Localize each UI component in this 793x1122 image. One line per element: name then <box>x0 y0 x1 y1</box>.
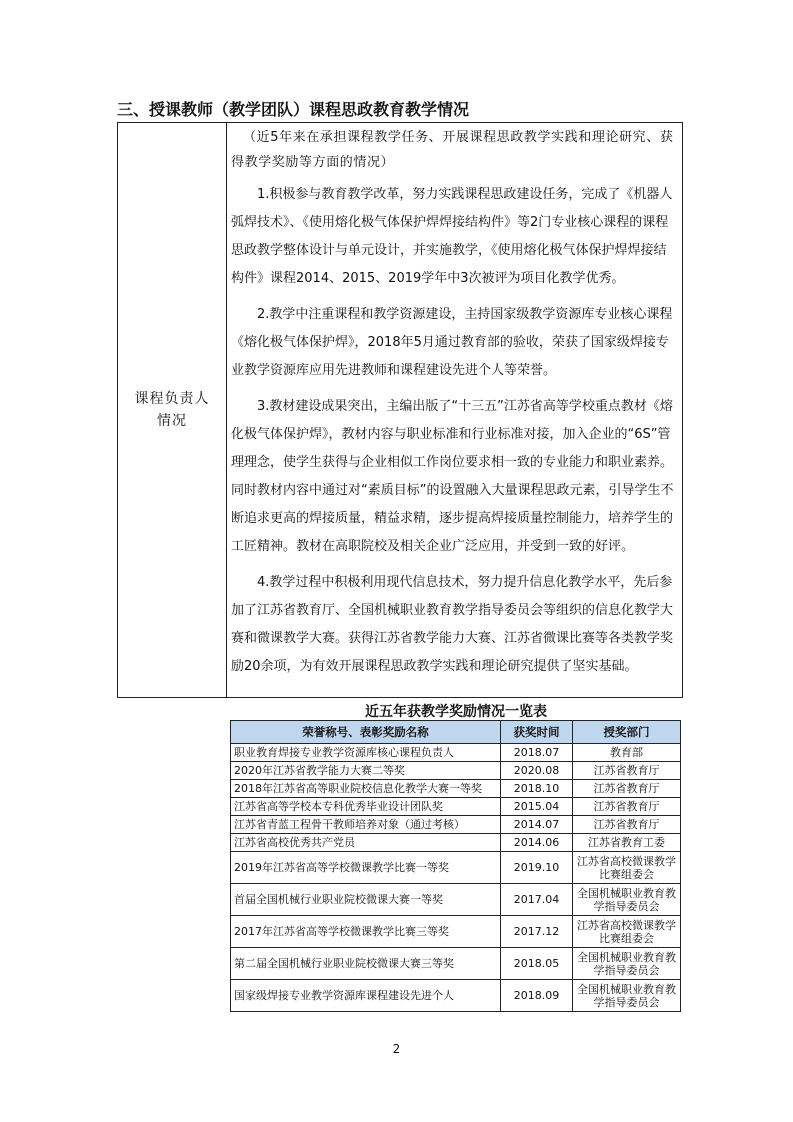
award-dept: 江苏省高校微课教学比赛组委会 <box>573 852 681 884</box>
column-divider <box>226 123 227 697</box>
award-time: 2018.09 <box>501 980 573 1012</box>
award-dept: 江苏省教育厅 <box>573 798 681 816</box>
award-dept: 江苏省教育厅 <box>573 816 681 834</box>
award-dept: 全国机械职业教育教学指导委员会 <box>573 948 681 980</box>
page-number: 2 <box>392 1042 401 1056</box>
award-name: 江苏省高等学校本专科优秀毕业设计团队奖 <box>231 798 501 816</box>
award-time: 2017.12 <box>501 916 573 948</box>
award-dept: 江苏省教育工委 <box>573 834 681 852</box>
table-row <box>231 834 681 852</box>
award-name: 国家级焊接专业教学资源库课程建设先进个人 <box>231 980 501 1012</box>
award-time: 2014.06 <box>501 834 573 852</box>
award-time: 2014.07 <box>501 816 573 834</box>
award-name: 江苏省青蓝工程骨干教师培养对象（通过考核） <box>231 816 501 834</box>
award-table-title: 近五年获教学奖励情况一览表 <box>365 704 547 720</box>
table-row <box>231 780 681 798</box>
award-dept: 江苏省教育厅 <box>573 780 681 798</box>
table-row <box>231 980 681 1012</box>
award-name: 2019年江苏省高等学校微课教学比赛一等奖 <box>231 852 501 884</box>
table-row <box>231 762 681 780</box>
table-row <box>231 816 681 834</box>
award-name: 职业教育焊接专业教学资源库核心课程负责人 <box>231 744 501 762</box>
award-time: 2017.04 <box>501 884 573 916</box>
section-title: 三、授课教师（教学团队）课程思政教育教学情况 <box>117 100 470 119</box>
paragraph: 2.教学中注重课程和教学资源建设，主持国家级教学资源库专业核心课程《熔化极气体保护焊》，2018年5月通过教育部的验收，荣获了国家级焊接专业教学资源库应用先进教师和课程建设先进个人等荣誉。 <box>231 307 673 378</box>
paragraph: 1.积极参与教育教学改革，努力实践课程思政建设任务，完成了《机器人弧焊技术》、《使用熔化极气体保护焊焊接结构件》等2门专业核心课程的课程思政教学整体设计与单元设计，并实施教学，《使用熔化极气体保护焊焊接结构件》课程2014、2015、2019学年中3次被评为项目化教学优秀。 <box>231 187 673 286</box>
header-award-dept: 授奖部门 <box>573 721 681 744</box>
award-table-header <box>231 721 681 744</box>
row-label-line1: 课程负责人 <box>134 391 210 407</box>
row-label-line2: 情况 <box>157 413 187 429</box>
award-dept: 全国机械职业教育教学指导委员会 <box>573 884 681 916</box>
table-row <box>231 744 681 762</box>
header-award-time: 获奖时间 <box>501 721 573 744</box>
table-row <box>231 852 681 884</box>
table-row <box>231 948 681 980</box>
award-dept: 江苏省教育厅 <box>573 762 681 780</box>
award-time: 2018.07 <box>501 744 573 762</box>
award-dept: 江苏省高校微课教学比赛组委会 <box>573 916 681 948</box>
paragraph: 4.教学过程中积极利用现代信息技术，努力提升信息化教学水平，先后参加了江苏省教育厅、全国机械职业教育教学指导委员会等组织的信息化教学大赛和微课教学大赛。获得江苏省教学能力大赛、江苏省微课比赛等各类教学奖励20余项，为有效开展课程思政教学实践和理论研究提供了坚实基础。 <box>231 575 674 674</box>
award-name: 第二届全国机械行业职业院校微课大赛三等奖 <box>231 948 501 980</box>
award-time: 2020.08 <box>501 762 573 780</box>
award-table <box>230 720 681 1012</box>
award-name: 2017年江苏省高等学校微课教学比赛三等奖 <box>231 916 501 948</box>
row-label <box>118 123 226 697</box>
award-time: 2019.10 <box>501 852 573 884</box>
paragraph: 3.教材建设成果突出，主编出版了“十三五”江苏省高等学校重点教材《熔化极气体保护焊》，教材内容与职业标准和行业标准对接，加入企业的“6S”管理理念，使学生获得与企业相似工作岗位要求相一致的专业能力和职业素养。同时教材内容中通过对“素质目标”的设置融入大量课程思政元素，引导学生不断追求更高的焊接质量，精益求精，逐步提高焊接质量控制能力，培养学生的工匠精神。教材在高职院校及相关企业广泛应用，并受到一致的好评。 <box>231 399 674 554</box>
award-name: 2018年江苏省高等职业院校信息化教学大赛一等奖 <box>231 780 501 798</box>
table-row <box>231 916 681 948</box>
table-row <box>231 798 681 816</box>
award-time: 2015.04 <box>501 798 573 816</box>
teacher-info-table <box>117 122 683 698</box>
award-name: 2020年江苏省教学能力大赛二等奖 <box>231 762 501 780</box>
award-dept: 全国机械职业教育教学指导委员会 <box>573 980 681 1012</box>
award-time: 2018.05 <box>501 948 573 980</box>
row-content <box>231 123 678 681</box>
award-time: 2018.10 <box>501 780 573 798</box>
award-name: 江苏省高校优秀共产党员 <box>231 834 501 852</box>
award-dept: 教育部 <box>573 744 681 762</box>
table-row <box>231 884 681 916</box>
award-name: 首届全国机械行业职业院校微课大赛一等奖 <box>231 884 501 916</box>
intro-text: （近5年来在承担课程教学任务、开展课程思政教学实践和理论研究、获得教学奖励等方面的情况） <box>231 130 674 170</box>
header-award-name: 荣誉称号、表彰奖励名称 <box>231 721 501 744</box>
